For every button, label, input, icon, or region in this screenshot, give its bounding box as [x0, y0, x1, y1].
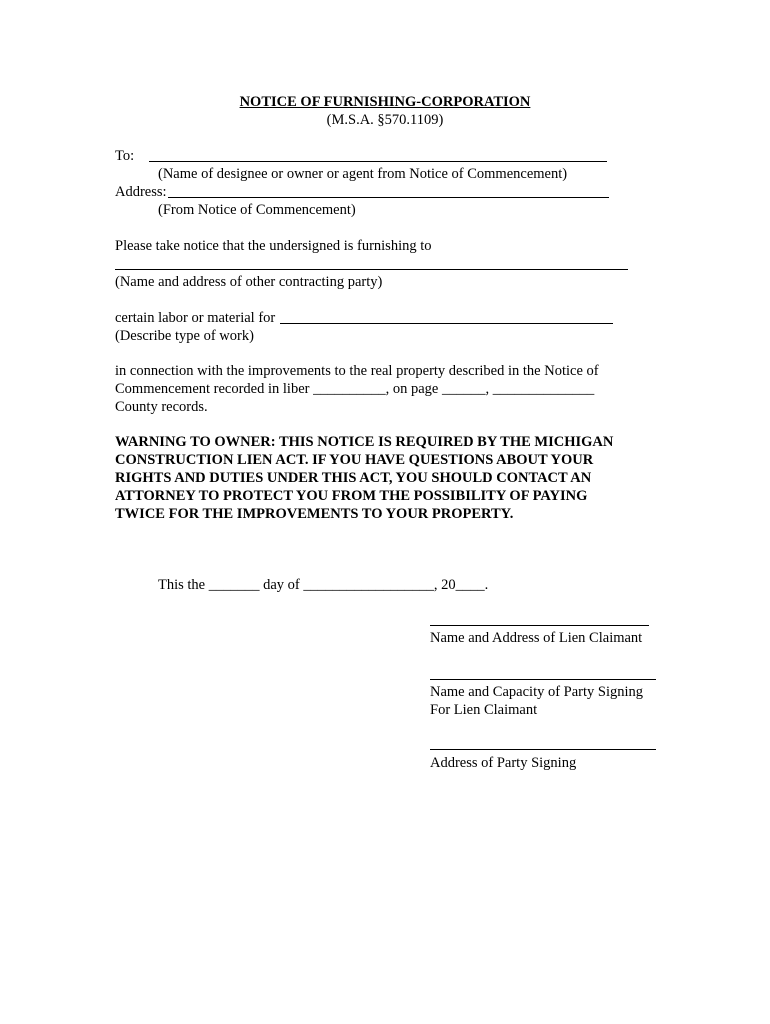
address-blank[interactable]	[168, 197, 609, 198]
to-name-caption: (Name of designee or owner or agent from Notice of Commencement)	[158, 166, 568, 182]
address-label: Address:	[115, 184, 167, 200]
connection-line-1: in connection with the improvements to the real property described in the Notice of	[115, 363, 599, 379]
to-label: To:	[115, 148, 135, 164]
party-signing-caption-1: Name and Capacity of Party Signing	[430, 684, 644, 700]
warning-line-2: CONSTRUCTION LIEN ACT. IF YOU HAVE QUESTIONS ABOUT YOUR	[115, 452, 594, 468]
contracting-party-caption: (Name and address of other contracting party)	[115, 274, 383, 290]
warning-line-3: RIGHTS AND DUTIES UNDER THIS ACT, YOU SHOULD CONTACT AN	[115, 470, 592, 486]
notice-line: Please take notice that the undersigned is furnishing to	[115, 238, 432, 254]
party-signing-caption-2: For Lien Claimant	[430, 702, 538, 718]
type-of-work-caption: (Describe type of work)	[115, 328, 254, 344]
warning-line-1: WARNING TO OWNER: THIS NOTICE IS REQUIRED BY THE MICHIGAN	[115, 434, 614, 450]
to-name-blank[interactable]	[149, 161, 607, 162]
warning-line-5: TWICE FOR THE IMPROVEMENTS TO YOUR PROPERTY.	[115, 506, 514, 522]
address-caption: (From Notice of Commencement)	[158, 202, 356, 218]
warning-line-4: ATTORNEY TO PROTECT YOU FROM THE POSSIBILITY OF PAYING	[115, 488, 588, 504]
connection-line-2: Commencement recorded in liber __________, on page ______, ______________	[115, 381, 595, 397]
party-signing-blank[interactable]	[430, 679, 656, 680]
labor-material-label: certain labor or material for	[115, 310, 276, 326]
lien-claimant-caption: Name and Address of Lien Claimant	[430, 630, 643, 646]
party-address-blank[interactable]	[430, 749, 656, 750]
document-title	[0, 93, 770, 111]
contracting-party-blank[interactable]	[115, 269, 628, 270]
date-line: This the _______ day of __________________, 20____.	[158, 577, 489, 593]
connection-line-3: County records.	[115, 399, 208, 415]
lien-claimant-signature-blank[interactable]	[430, 625, 649, 626]
type-of-work-blank[interactable]	[280, 323, 613, 324]
party-address-caption: Address of Party Signing	[430, 755, 577, 771]
document-title-text: NOTICE OF FURNISHING-CORPORATION	[239, 94, 531, 110]
statute-reference: (M.S.A. §570.1109)	[326, 112, 444, 128]
